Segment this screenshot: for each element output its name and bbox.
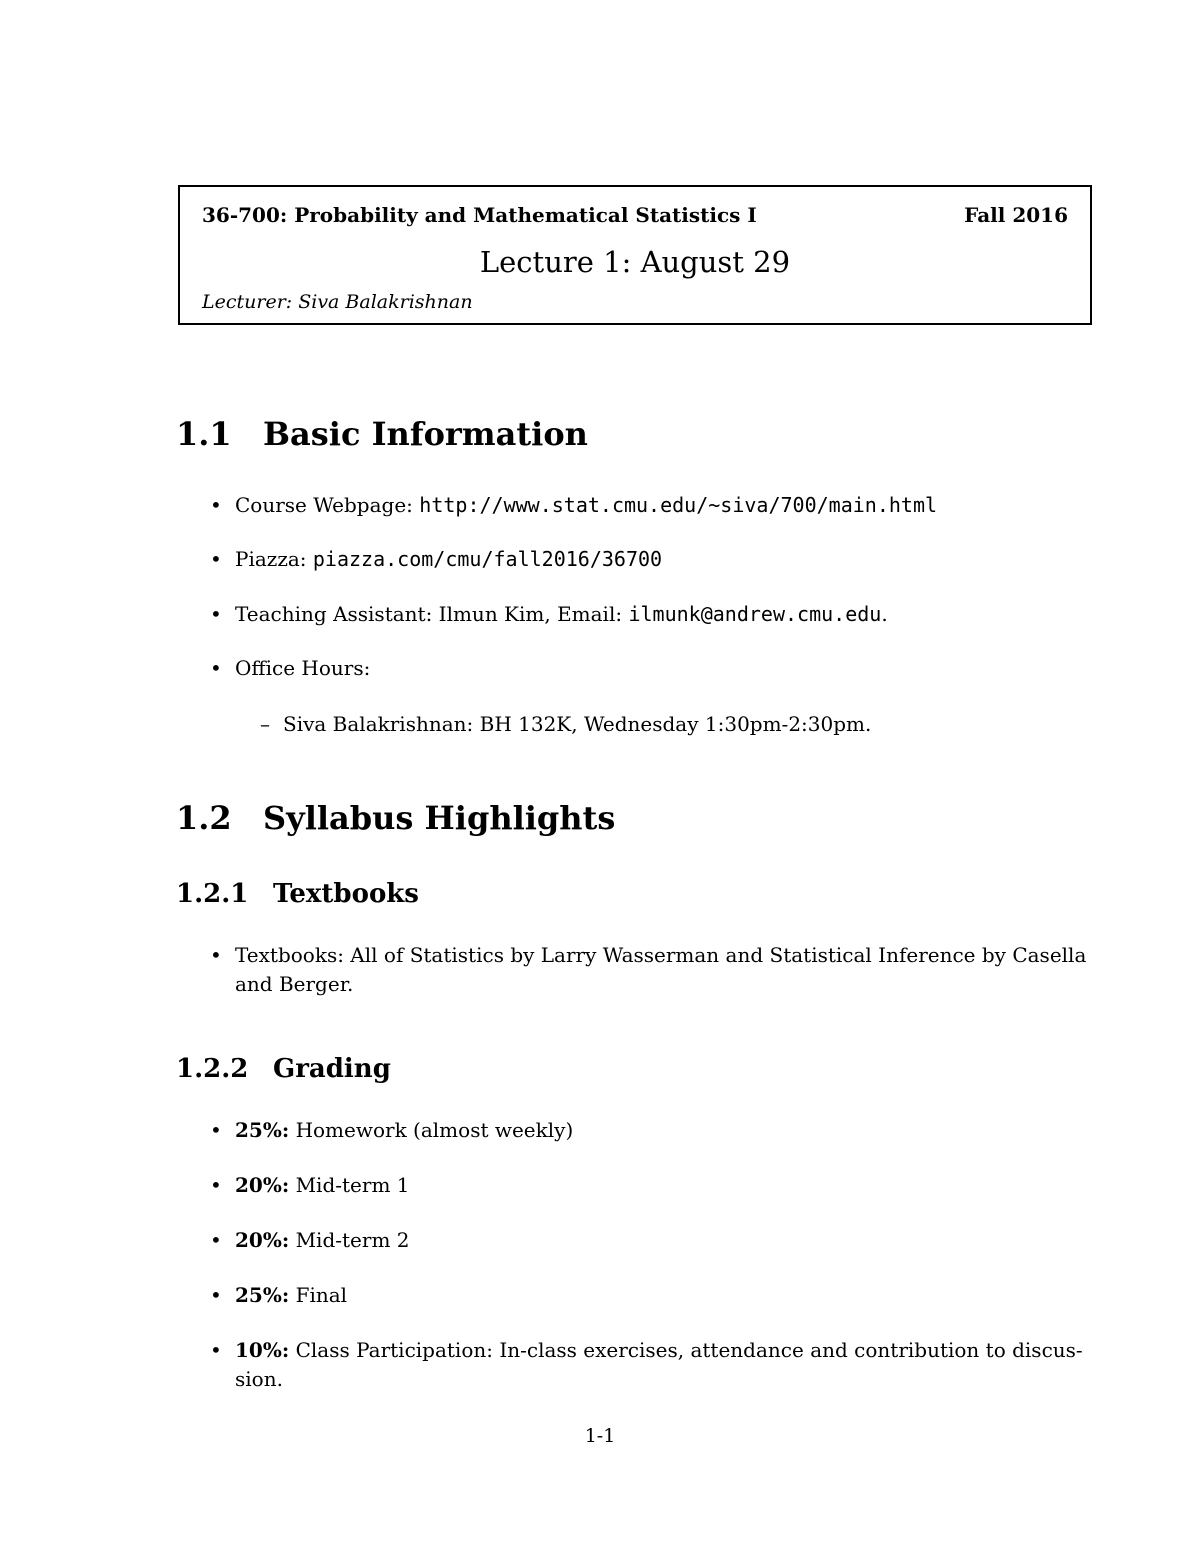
subsection-title: Grading bbox=[273, 1054, 391, 1084]
bullet-icon: • bbox=[210, 602, 222, 626]
item-label: Teaching Assistant: Ilmun Kim, Email: bbox=[235, 602, 629, 626]
grading-desc: Class Participation: In-class exercises, attendance and contribution to discus-sion. bbox=[235, 1338, 1083, 1391]
bullet-icon: • bbox=[210, 1228, 222, 1252]
section-number: 1.1 bbox=[176, 415, 232, 453]
bullet-icon: • bbox=[210, 1338, 222, 1362]
subsection-heading-grading bbox=[176, 1054, 391, 1084]
grading-desc: Homework (almost weekly) bbox=[295, 1118, 574, 1142]
list-item-piazza bbox=[210, 545, 1095, 574]
section-heading-syllabus-highlights bbox=[176, 799, 615, 837]
course-webpage-link[interactable]: http://www.stat.cmu.edu/~siva/700/main.html bbox=[419, 493, 938, 517]
lecture-title: Lecture 1: August 29 bbox=[479, 245, 791, 279]
bullet-icon: • bbox=[210, 943, 222, 967]
bullet-icon: • bbox=[210, 1118, 222, 1142]
grading-weight: 25%: bbox=[235, 1283, 290, 1307]
grading-item-midterm-1 bbox=[210, 1171, 1095, 1200]
grading-item-midterm-2 bbox=[210, 1226, 1095, 1255]
list-item-textbooks bbox=[210, 941, 1095, 999]
grading-weight: 25%: bbox=[235, 1118, 290, 1142]
lecture-header-box bbox=[178, 185, 1092, 325]
grading-weight: 20%: bbox=[235, 1173, 290, 1197]
page-number: 1-1 bbox=[584, 1425, 616, 1447]
subsection-heading-textbooks bbox=[176, 879, 419, 909]
section-number: 1.2 bbox=[176, 799, 232, 837]
textbooks-text: Textbooks: All of Statistics by Larry Wasserman and Statistical Inference by Casella and Berger. bbox=[235, 943, 1087, 996]
office-hours-text: Siva Balakrishnan: BH 132K, Wednesday 1:30pm-2:30pm. bbox=[283, 712, 872, 736]
bullet-icon: • bbox=[210, 1173, 222, 1197]
office-hours-entry bbox=[260, 710, 1083, 739]
grading-desc: Mid-term 1 bbox=[295, 1173, 410, 1197]
section-title: Syllabus Highlights bbox=[263, 799, 616, 837]
item-suffix: . bbox=[881, 602, 888, 626]
list-item-office-hours bbox=[210, 654, 1095, 683]
lecturer-name: Lecturer: Siva Balakrishnan bbox=[202, 291, 473, 313]
section-title: Basic Information bbox=[263, 415, 588, 453]
grading-weight: 10%: bbox=[235, 1338, 290, 1362]
grading-desc: Mid-term 2 bbox=[295, 1228, 410, 1252]
list-item-teaching-assistant bbox=[210, 600, 1095, 629]
course-title: 36-700: Probability and Mathematical Statistics I bbox=[202, 203, 757, 227]
ta-email-link[interactable]: ilmunk@andrew.cmu.edu bbox=[628, 602, 882, 626]
dash-icon: – bbox=[260, 712, 270, 736]
bullet-icon: • bbox=[210, 1283, 222, 1307]
bullet-icon: • bbox=[210, 493, 222, 517]
item-label: Office Hours: bbox=[235, 656, 371, 680]
item-label: Piazza: bbox=[235, 547, 313, 571]
term-label: Fall 2016 bbox=[964, 203, 1068, 227]
subsection-title: Textbooks bbox=[273, 879, 419, 909]
grading-weight: 20%: bbox=[235, 1228, 290, 1252]
section-heading-basic-information bbox=[176, 415, 588, 453]
bullet-icon: • bbox=[210, 547, 222, 571]
grading-item-homework bbox=[210, 1116, 1095, 1145]
piazza-link[interactable]: piazza.com/cmu/fall2016/36700 bbox=[312, 547, 663, 571]
subsection-number: 1.2.1 bbox=[176, 879, 249, 909]
bullet-icon: • bbox=[210, 656, 222, 680]
subsection-number: 1.2.2 bbox=[176, 1054, 249, 1084]
list-item-course-webpage bbox=[210, 491, 1095, 520]
grading-desc: Final bbox=[295, 1283, 348, 1307]
grading-item-final bbox=[210, 1281, 1095, 1310]
item-label: Course Webpage: bbox=[235, 493, 420, 517]
grading-item-participation bbox=[210, 1336, 1095, 1394]
